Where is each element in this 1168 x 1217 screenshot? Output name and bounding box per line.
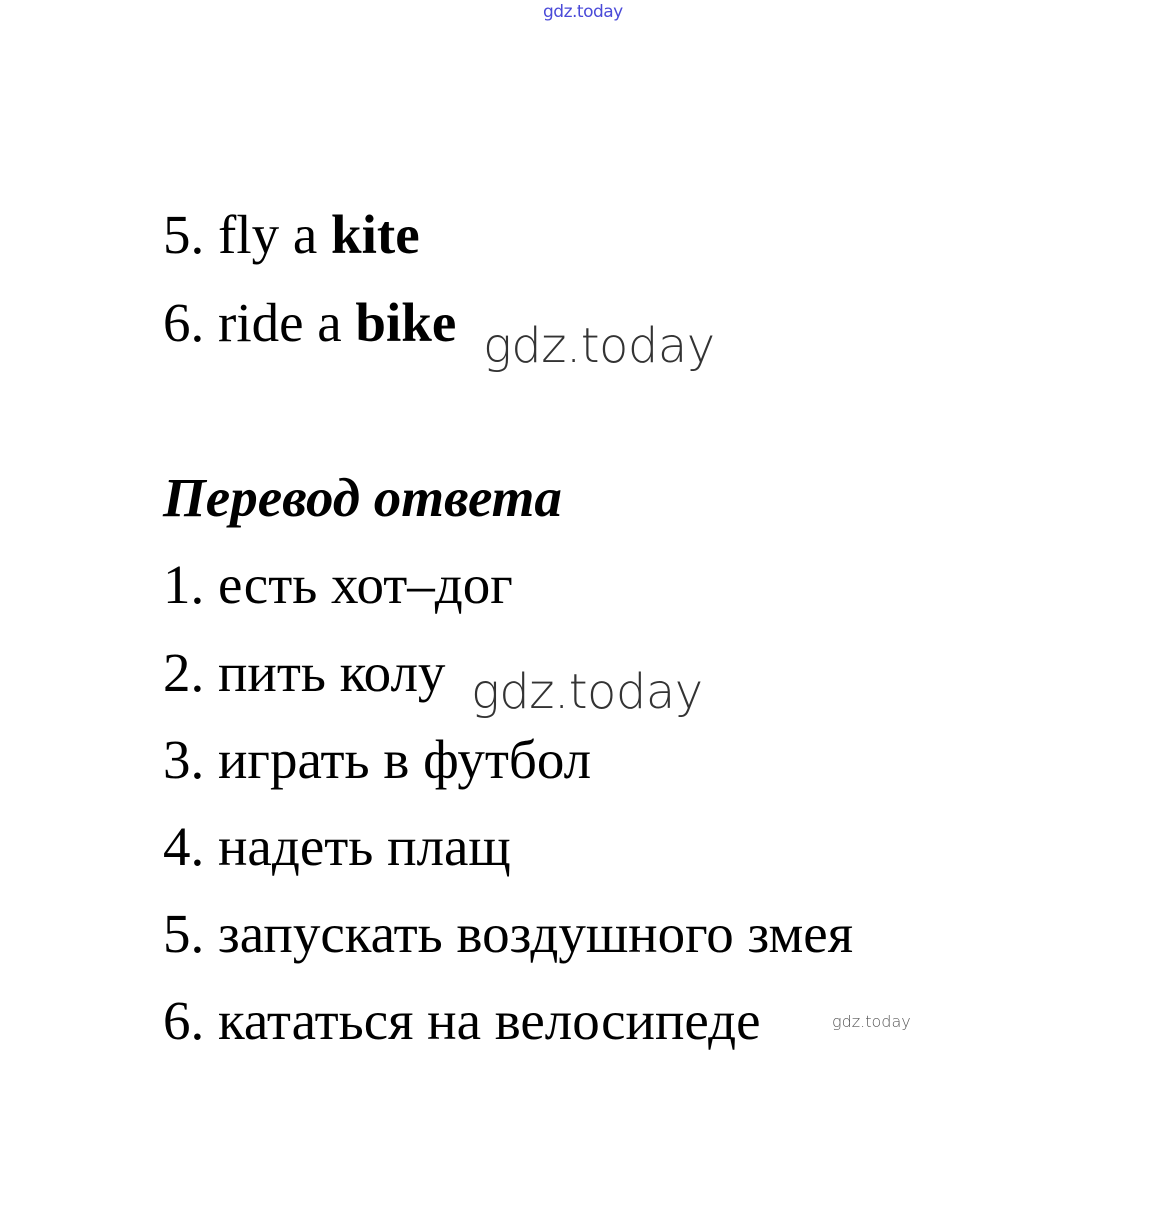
- translation-item-1: 1. есть хот–дог: [163, 554, 513, 615]
- translation-item-2: 2. пить колу: [163, 642, 446, 703]
- translation-item-3: 3. играть в футбол: [163, 729, 592, 790]
- watermark-inline: gdz.today: [483, 318, 715, 374]
- answer-item-5-text: 5. fly a: [163, 204, 332, 265]
- translation-item-4: 4. надеть плащ: [163, 816, 511, 877]
- answer-item-6: [163, 292, 457, 353]
- answer-item-5: [163, 204, 420, 265]
- watermark-inline: gdz.today: [832, 1012, 911, 1031]
- answer-item-5-word: kite: [331, 204, 420, 265]
- answer-item-6-text: 6. ride a: [163, 292, 356, 353]
- translation-item-6: 6. кататься на велосипеде: [163, 990, 761, 1051]
- translation-heading: Перевод ответа: [163, 467, 562, 528]
- watermark-inline: gdz.today: [471, 664, 703, 720]
- translation-item-5: 5. запускать воздушного змея: [163, 903, 853, 964]
- watermark-top: gdz.today: [543, 2, 623, 22]
- answer-item-6-word: bike: [355, 292, 457, 353]
